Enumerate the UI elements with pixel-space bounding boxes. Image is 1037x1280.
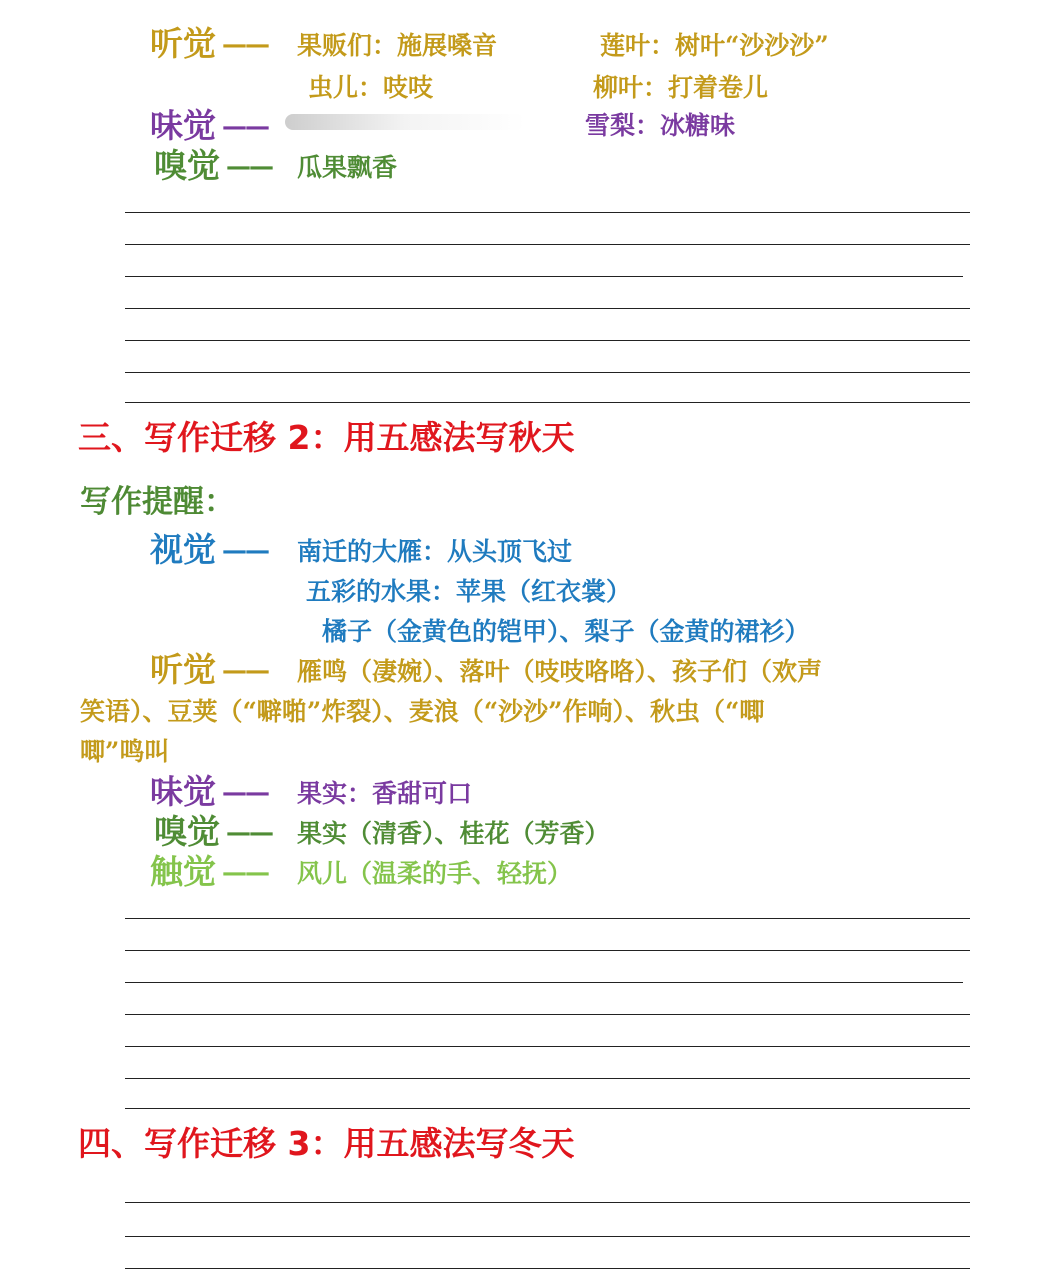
taste-label: 味觉 xyxy=(150,106,216,145)
smell-label: 嗅觉 xyxy=(154,146,220,185)
writing-line xyxy=(125,1014,970,1015)
hearing-label: 听觉 xyxy=(150,24,216,63)
touch-text-wind: 风儿（温柔的手、轻抚） xyxy=(297,859,573,888)
touch-dash: —— xyxy=(222,858,268,887)
hearing-text-line2: 笑语）、豆荚（“噼啪”炸裂）、麦浪（“沙沙”作响）、秋虫（“唧 xyxy=(80,697,765,726)
writing-line xyxy=(125,1268,970,1269)
writing-line xyxy=(125,244,970,245)
hearing-text-line3: 唧”鸣叫 xyxy=(80,737,170,766)
blurred-redaction xyxy=(285,114,525,130)
writing-line xyxy=(125,950,970,951)
writing-reminder: 写作提醒： xyxy=(80,484,235,520)
sight-dash: —— xyxy=(222,536,268,565)
writing-line xyxy=(125,308,970,309)
writing-line xyxy=(125,340,970,341)
smell-text-osmanthus: 果实（清香）、桂花（芳香） xyxy=(297,819,610,848)
sight-label: 视觉 xyxy=(150,530,216,569)
section-heading-winter: 四、写作迁移 3：用五感法写冬天 xyxy=(78,1124,575,1163)
taste-text-fruit: 果实：香甜可口 xyxy=(297,779,473,808)
writing-line xyxy=(125,918,970,919)
smell-dash: —— xyxy=(226,818,272,847)
writing-line xyxy=(125,1236,970,1237)
writing-line xyxy=(125,1202,970,1203)
hearing-text-insects: 虫儿：吱吱 xyxy=(308,73,434,102)
writing-line xyxy=(125,1078,970,1079)
hearing-text-leaves: 莲叶：树叶“沙沙沙” xyxy=(600,31,829,60)
smell-dash: —— xyxy=(226,152,272,181)
hearing-dash: —— xyxy=(222,656,268,685)
hearing-text-line1: 雁鸣（凄婉）、落叶（吱吱咯咯）、孩子们（欢声 xyxy=(297,657,823,686)
writing-line xyxy=(125,212,970,213)
writing-line xyxy=(125,402,970,403)
hearing-text-vendors: 果贩们：施展嗓音 xyxy=(297,31,498,60)
hearing-text-willow: 柳叶：打着卷儿 xyxy=(593,73,769,102)
taste-dash: —— xyxy=(222,112,268,141)
sight-text-fruits: 五彩的水果：苹果（红衣裳） xyxy=(306,577,632,606)
taste-text-pear: 雪梨：冰糖味 xyxy=(585,111,736,140)
writing-line xyxy=(125,1108,970,1109)
taste-dash: —— xyxy=(222,778,268,807)
sight-text-geese: 南迁的大雁：从头顶飞过 xyxy=(297,537,573,566)
taste-label: 味觉 xyxy=(150,772,216,811)
writing-line xyxy=(125,1046,970,1047)
writing-line xyxy=(125,276,963,277)
hearing-dash: —— xyxy=(222,30,268,59)
smell-text-fruit: 瓜果飘香 xyxy=(297,153,398,182)
writing-line xyxy=(125,982,963,983)
writing-line xyxy=(125,372,970,373)
sight-text-orange-pear: 橘子（金黄色的铠甲）、梨子（金黄的裙衫） xyxy=(322,617,810,646)
section-heading-autumn: 三、写作迁移 2：用五感法写秋天 xyxy=(78,418,575,457)
smell-label: 嗅觉 xyxy=(154,812,220,851)
hearing-label: 听觉 xyxy=(150,650,216,689)
touch-label: 触觉 xyxy=(150,852,216,891)
